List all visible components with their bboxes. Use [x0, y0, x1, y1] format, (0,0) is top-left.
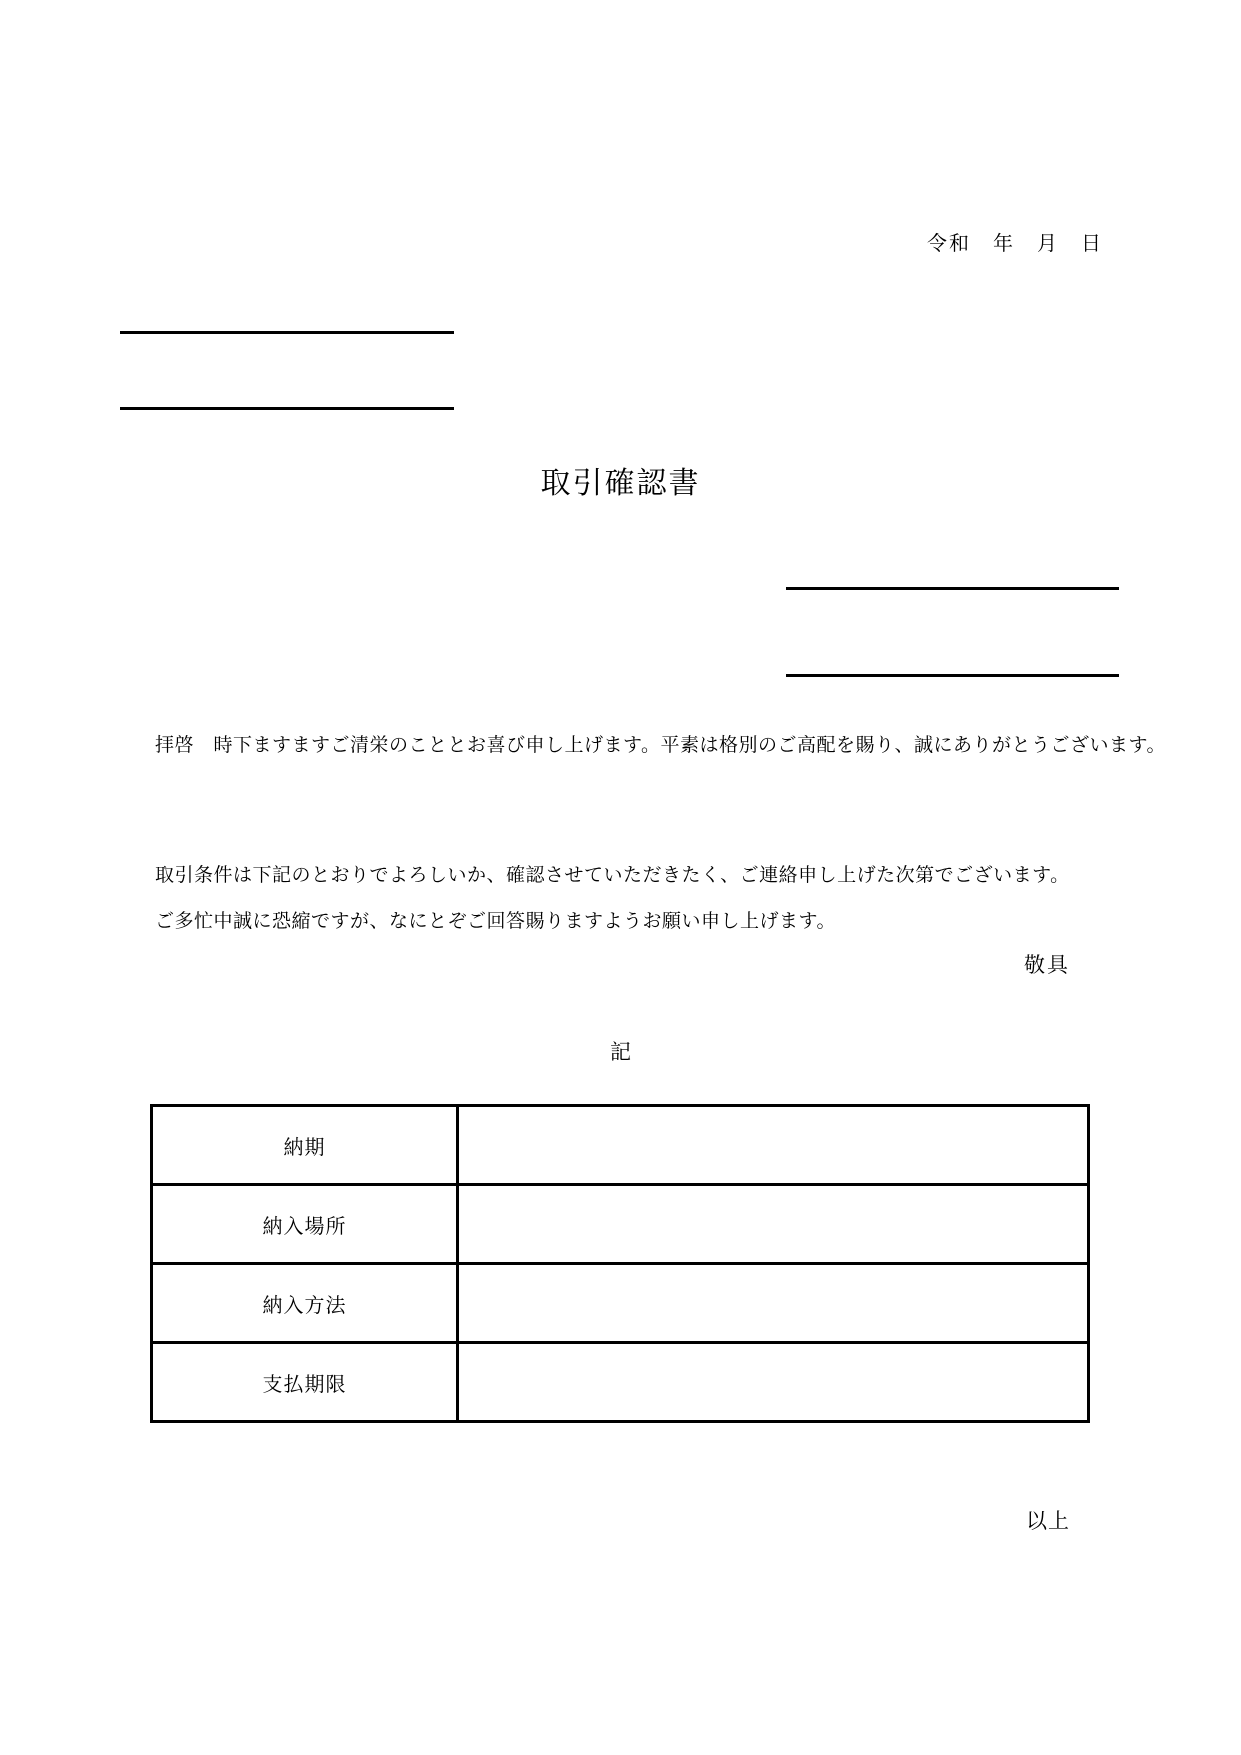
table-value-cell	[458, 1185, 1089, 1264]
table-label-cell: 支払期限	[152, 1343, 458, 1422]
greeting-paragraph: 拝啓 時下ますますご清栄のこととお喜び申し上げます。平素は格別のご高配を賜り、誠にありがとうございます。	[155, 735, 1166, 756]
table-label-cell: 納入場所	[152, 1185, 458, 1264]
end-marker: 以上	[1026, 1510, 1070, 1533]
table-value-cell	[458, 1264, 1089, 1343]
recipient-name-blank-line-1	[120, 331, 454, 334]
sender-name-blank-line-2	[786, 674, 1119, 677]
table-label-cell: 納入方法	[152, 1264, 458, 1343]
date-line: 令和 年 月 日	[927, 233, 1103, 255]
table-label-cell: 納期	[152, 1106, 458, 1185]
closing-request-paragraph: ご多忙中誠に恐縮ですが、なにとぞご回答賜りますようお願い申し上げます。	[155, 911, 836, 932]
record-marker: 記	[610, 1041, 631, 1064]
table-row	[152, 1343, 1089, 1422]
table-row	[152, 1106, 1089, 1185]
request-paragraph: 取引条件は下記のとおりでよろしいか、確認させていただきたく、ご連絡申し上げた次第でございます。	[155, 865, 1070, 886]
table-value-cell	[458, 1106, 1089, 1185]
recipient-name-blank-line-2	[120, 407, 454, 410]
table-row	[152, 1185, 1089, 1264]
table-value-cell	[458, 1343, 1089, 1422]
terms-table	[150, 1104, 1090, 1423]
sender-name-blank-line-1	[786, 587, 1119, 590]
page-title: 取引確認書	[540, 467, 701, 500]
table-row	[152, 1264, 1089, 1343]
closing-word: 敬具	[1024, 954, 1070, 977]
